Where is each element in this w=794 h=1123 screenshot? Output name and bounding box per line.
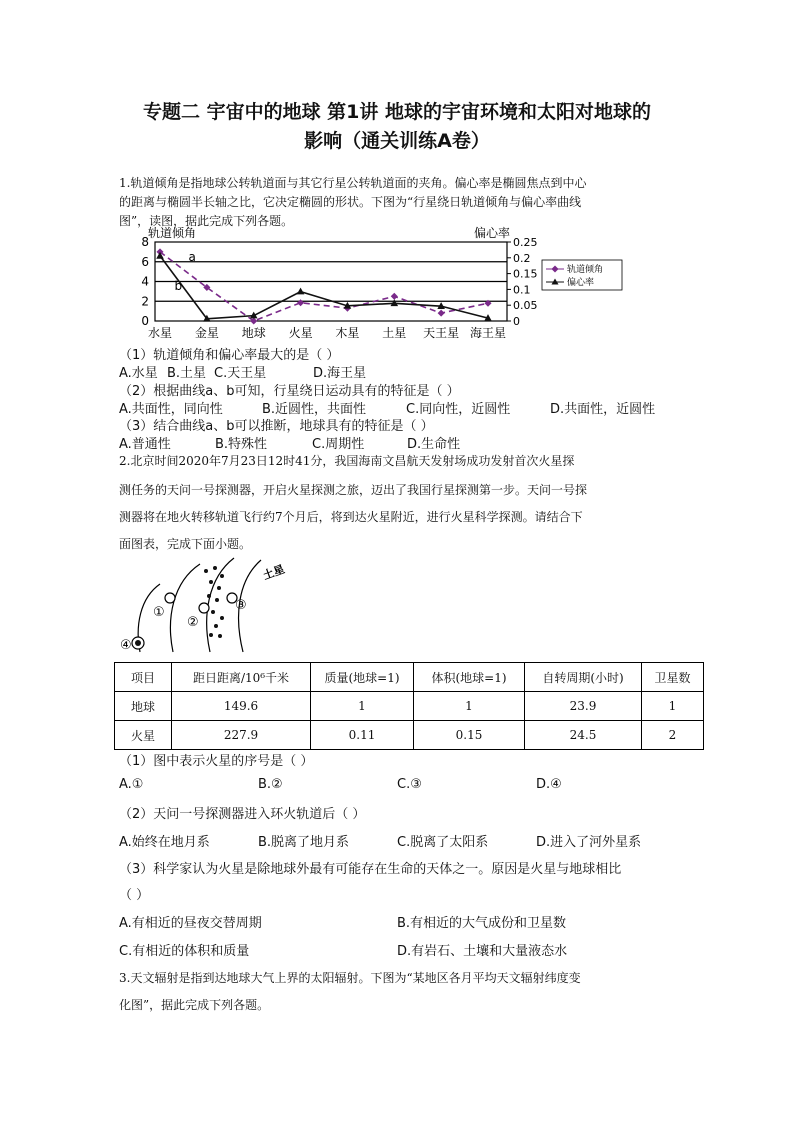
- q2-sub1-opt-a[interactable]: A.①: [119, 777, 144, 792]
- marker-1: ①: [153, 605, 165, 620]
- q1-sub3-opt-a[interactable]: A.普通性: [119, 437, 171, 452]
- q1-sub1-opt-b[interactable]: B.土星: [167, 366, 207, 381]
- y2-tick-label: 0.25: [513, 236, 538, 249]
- table-header: 项目: [115, 663, 172, 692]
- q1-sub1-opt-c[interactable]: C.天王星: [214, 366, 267, 381]
- x-tick-label: 海王星: [469, 326, 507, 340]
- q2-stem-line4: 面图表，完成下面小题。: [119, 537, 252, 551]
- x-tick-label: 水星: [147, 326, 173, 340]
- curve-label-a: a: [188, 249, 196, 264]
- orbit-chart: [112, 224, 672, 342]
- q1-sub2-opt-d[interactable]: D.共面性，近圆性: [550, 402, 656, 417]
- q1-sub3-opt-c[interactable]: C.周期性: [312, 437, 365, 452]
- q1-stem-line1: 1.轨道倾角是指地球公转轨道面与其它行星公转轨道面的夹角。偏心率是椭圆焦点到中心: [119, 176, 587, 190]
- orbit-arc-2: [170, 564, 200, 652]
- point-a: [391, 293, 398, 300]
- x-tick-label: 地球: [241, 326, 266, 340]
- q1-sub1-opt-d[interactable]: D.海王星: [313, 366, 367, 381]
- y2-tick-label: 0: [513, 315, 520, 328]
- point-a: [438, 310, 445, 317]
- q2-sub3-opt-c[interactable]: C.有相近的体积和质量: [119, 944, 250, 959]
- y-tick-label: 6: [141, 254, 149, 269]
- q3-stem-line2: 化图”，据此完成下列各题。: [119, 998, 270, 1012]
- marker-3: ③: [235, 598, 247, 613]
- table-cell: 1: [311, 692, 414, 721]
- q1-stem-line3: 图”，读图，据此完成下列各题。: [119, 214, 294, 228]
- y2-tick-label: 0.15: [513, 267, 538, 281]
- x-tick-label: 土星: [382, 326, 407, 340]
- table-row: [115, 721, 704, 750]
- q1-sub3-opt-d[interactable]: D.生命性: [407, 437, 461, 452]
- q1-sub1-opt-a[interactable]: A.水星: [119, 366, 158, 381]
- chart-y2label: 偏心率: [474, 226, 511, 240]
- q2-sub3-line1: （3）科学家认为火星是除地球外最有可能存在生命的天体之一。原因是火星与地球相比: [119, 862, 622, 877]
- x-tick-label: 天王星: [423, 326, 460, 340]
- x-tick-label: 木星: [335, 326, 360, 340]
- table-header: 体积(地球=1): [414, 663, 525, 692]
- chart-ylabel: 轨道倾角: [148, 226, 197, 240]
- q2-sub3-opt-b[interactable]: B.有相近的大气成份和卫星数: [397, 916, 567, 931]
- y-tick-label: 0: [141, 314, 149, 328]
- table-header: 卫星数: [642, 663, 704, 692]
- q2-stem-line1: 2.北京时间2020年7月23日12时41分，我国海南文昌航天发射场成功发射首次火星探: [119, 454, 575, 468]
- saturn-label: 土星: [261, 562, 287, 583]
- table-header: 质量(地球=1): [311, 663, 414, 692]
- q1-sub3: （3）结合曲线a、b可以推断，地球具有的特征是（ ）: [119, 419, 434, 434]
- q2-sub2-opt-b[interactable]: B.脱离了地月系: [258, 835, 350, 850]
- q3-stem-line1: 3.天文辐射是指到达地球大气上界的太阳辐射。下图为“某地区各月平均天文辐射纬度变: [119, 971, 581, 985]
- q2-stem-line2: 测任务的天问一号探测器，开启火星探测之旅，迈出了我国行星探测第一步。天问一号探: [119, 483, 588, 497]
- legend-label-a: 轨道倾角: [567, 265, 604, 275]
- y-tick-label: 2: [141, 294, 149, 309]
- q2-sub3-line2: （ ）: [119, 888, 150, 903]
- y2-tick-label: 0.2: [513, 251, 531, 265]
- x-tick-label: 火星: [288, 326, 313, 340]
- table-header-row: [115, 663, 704, 692]
- table-cell: 2: [642, 721, 704, 750]
- planet-4-core: [135, 640, 141, 646]
- page-title-line1: 专题二 宇宙中的地球 第1讲 地球的宇宙环境和太阳对地球的: [142, 101, 652, 123]
- q2-sub2-opt-d[interactable]: D.进入了河外星系: [536, 835, 642, 850]
- table-header: 距日距离/10⁶千米: [172, 663, 311, 692]
- y-tick-label: 4: [141, 274, 149, 289]
- orbit-diagram: [118, 556, 293, 656]
- q1-sub1: （1）轨道倾角和偏心率最大的是（ ）: [119, 348, 340, 363]
- page-title-line2: 影响（通关训练A卷）: [304, 130, 490, 152]
- table-cell: 23.9: [525, 692, 642, 721]
- q2-sub2: （2）天问一号探测器进入环火轨道后（ ）: [119, 807, 366, 822]
- q2-sub1-opt-c[interactable]: C.③: [397, 777, 422, 792]
- y2-tick-label: 0.1: [513, 283, 531, 297]
- table-cell: 地球: [115, 692, 172, 721]
- q2-stem-line3: 测器将在地火转移轨道飞行约7个月后，将到达火星附近，进行火星科学探测。请结合下: [119, 510, 583, 524]
- q2-sub3-opt-d[interactable]: D.有岩石、土壤和大量液态水: [397, 944, 568, 959]
- q1-stem-line2: 的距离与椭圆半长轴之比，它决定椭圆的形状。下图为“行星绕日轨道倾角与偏心率曲线: [119, 195, 582, 209]
- table-cell: 227.9: [172, 721, 311, 750]
- q1-sub2-opt-b[interactable]: B.近圆性，共面性: [262, 402, 367, 417]
- table-header: 自转周期(小时): [525, 663, 642, 692]
- q2-sub2-opt-c[interactable]: C.脱离了太阳系: [397, 835, 489, 850]
- table-cell: 1: [642, 692, 704, 721]
- q1-sub2-opt-c[interactable]: C.同向性，近圆性: [406, 402, 511, 417]
- y2-tick-label: 0.05: [513, 299, 538, 313]
- table-cell: 149.6: [172, 692, 311, 721]
- q1-sub3-opt-b[interactable]: B.特殊性: [215, 437, 268, 452]
- planet-2: [199, 603, 209, 613]
- point-a: [297, 299, 304, 306]
- marker-4: ④: [120, 638, 132, 653]
- curve-label-b: b: [174, 279, 183, 294]
- planet-1: [165, 593, 175, 603]
- table-cell: 0.11: [311, 721, 414, 750]
- q2-sub1-opt-b[interactable]: B.②: [258, 777, 283, 792]
- q1-sub2: （2）根据曲线a、b可知，行星绕日运动具有的特征是（ ）: [119, 384, 460, 399]
- q2-sub1: （1）图中表示火星的序号是（ ）: [119, 754, 314, 769]
- table-cell: 24.5: [525, 721, 642, 750]
- y-tick-label: 8: [141, 235, 149, 249]
- legend-label-b: 偏心率: [567, 278, 595, 288]
- x-tick-label: 金星: [194, 326, 219, 340]
- point-b: [297, 288, 305, 295]
- table-cell: 0.15: [414, 721, 525, 750]
- table-cell: 火星: [115, 721, 172, 750]
- q2-sub1-opt-d[interactable]: D.④: [536, 777, 562, 792]
- marker-2: ②: [187, 615, 199, 630]
- q1-sub2-opt-a[interactable]: A.共面性，同向性: [119, 402, 223, 417]
- planet-table: [114, 662, 704, 750]
- table-cell: 1: [414, 692, 525, 721]
- q2-sub3-opt-a[interactable]: A.有相近的昼夜交替周期: [119, 916, 262, 931]
- table-row: [115, 692, 704, 721]
- q2-sub2-opt-a[interactable]: A.始终在地月系: [119, 835, 210, 850]
